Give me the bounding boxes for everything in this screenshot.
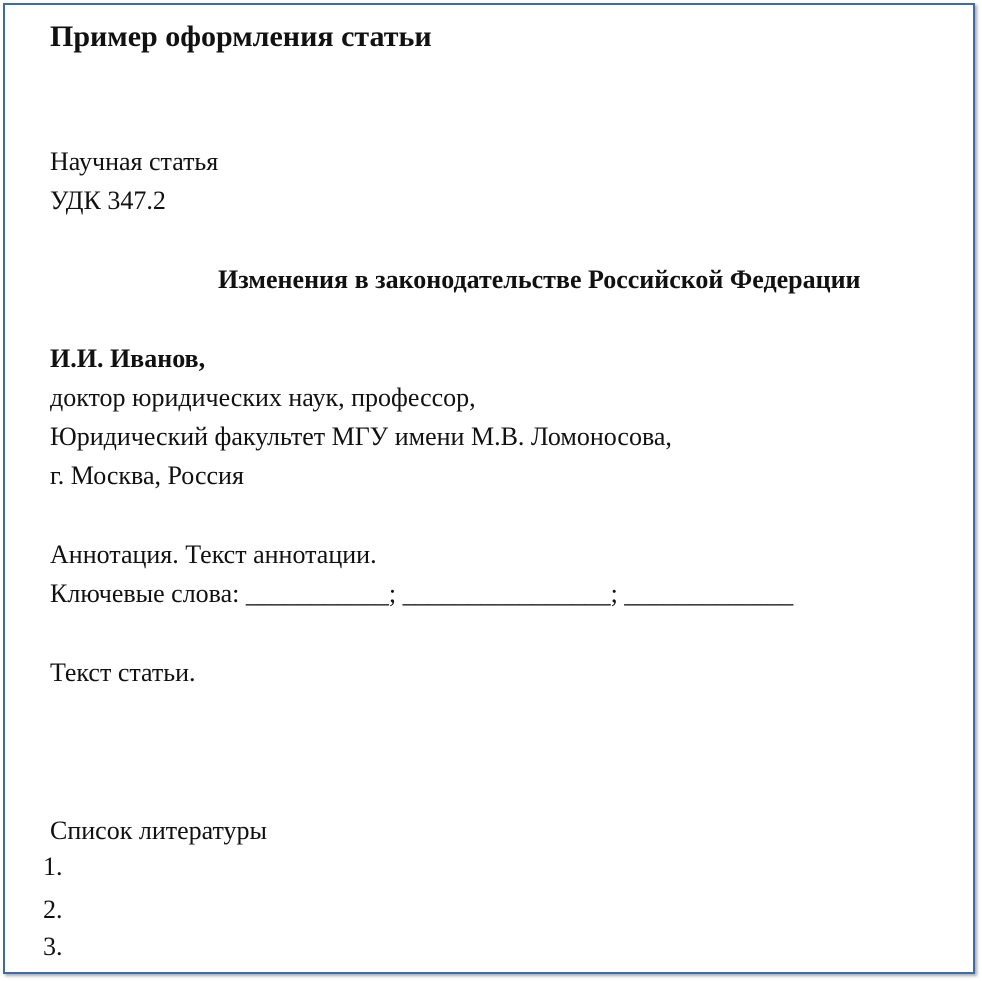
reference-item: 2. (43, 895, 63, 924)
article-type: Научная статья (50, 147, 219, 176)
reference-item: 1. (43, 852, 63, 881)
references-heading: Список литературы (50, 816, 267, 845)
example-heading: Пример оформления статьи (50, 20, 432, 53)
author-degree: доктор юридических наук, профессор, (50, 383, 476, 412)
document-page (3, 3, 975, 974)
article-title: Изменения в законодательстве Российской Федерации (218, 265, 861, 294)
udc-code: УДК 347.2 (50, 186, 166, 215)
author-location: г. Москва, Россия (50, 461, 244, 490)
author-name: И.И. Иванов, (50, 344, 206, 373)
author-affiliation: Юридический факультет МГУ имени М.В. Ломоносова, (50, 422, 672, 451)
abstract-text: Аннотация. Текст аннотации. (50, 540, 377, 569)
keywords-line: Ключевые слова: ___________; ________________; _____________ (50, 579, 794, 608)
reference-item: 3. (43, 932, 63, 961)
body-text: Текст статьи. (50, 658, 196, 687)
